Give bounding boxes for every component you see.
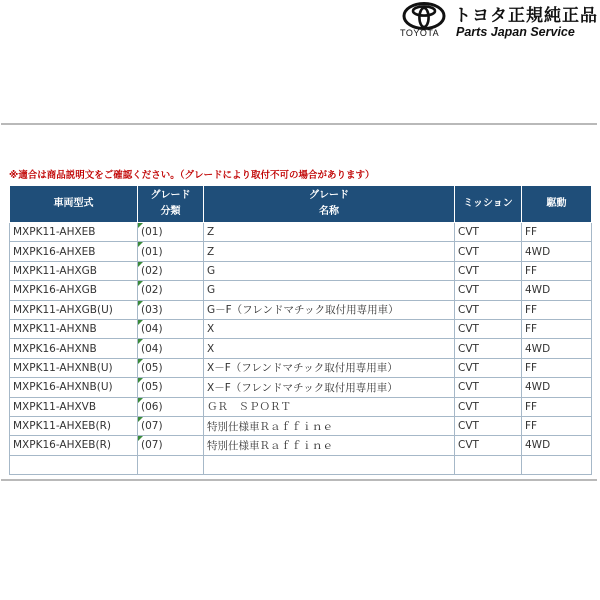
cell-mission: CVT bbox=[455, 281, 522, 300]
cell-mission: CVT bbox=[455, 300, 522, 319]
brand-title-jp: トヨタ正規純正品 bbox=[454, 6, 598, 26]
cell-model: MXPK11-AHXEB(R) bbox=[10, 416, 138, 435]
cell-grade: X－F（フレンドマチック取付用専用車） bbox=[204, 378, 455, 397]
table-row bbox=[10, 281, 592, 300]
cell-grade: X bbox=[204, 339, 455, 358]
compatibility-table bbox=[9, 185, 592, 475]
table-header-row bbox=[10, 186, 592, 223]
code-text: (07) bbox=[141, 420, 163, 433]
cell-model: MXPK11-AHXNB(U) bbox=[10, 358, 138, 377]
header-grade-name bbox=[204, 186, 455, 223]
cell-marker-icon bbox=[138, 417, 143, 422]
table-row bbox=[10, 300, 592, 319]
table-row bbox=[10, 436, 592, 455]
cell-code bbox=[138, 242, 204, 261]
cell-grade: 特別仕様車Ｒａｆｆｉｎｅ bbox=[204, 436, 455, 455]
cell-grade: X－F（フレンドマチック取付用専用車） bbox=[204, 358, 455, 377]
header-grade-name-line1: グレード bbox=[309, 190, 349, 201]
cell-mission: CVT bbox=[455, 223, 522, 242]
code-text: (02) bbox=[141, 264, 163, 277]
code-text: (05) bbox=[141, 361, 163, 374]
compatibility-notice: ※適合は商品説明文をご確認ください。（グレードにより取付不可の場合があります） bbox=[9, 170, 375, 181]
cell-grade: G bbox=[204, 261, 455, 280]
cell-grade: Z bbox=[204, 223, 455, 242]
toyota-wordmark: TOYOTA bbox=[400, 28, 440, 38]
cell-mission: CVT bbox=[455, 397, 522, 416]
table-row bbox=[10, 261, 592, 280]
code-text: (03) bbox=[141, 303, 163, 316]
cell-marker-icon bbox=[138, 436, 143, 441]
cell-mission: CVT bbox=[455, 261, 522, 280]
cell-mission: CVT bbox=[455, 416, 522, 435]
cell-code bbox=[138, 416, 204, 435]
code-text: (06) bbox=[141, 400, 163, 413]
cell-code bbox=[138, 300, 204, 319]
cell-drive: 4WD bbox=[522, 242, 592, 261]
brand-title-en: Parts Japan Service bbox=[456, 25, 575, 39]
cell-grade: G－F（フレンドマチック取付用専用車） bbox=[204, 300, 455, 319]
cell-code bbox=[138, 223, 204, 242]
cell-marker-icon bbox=[138, 320, 143, 325]
table-row bbox=[10, 242, 592, 261]
cell-mission: CVT bbox=[455, 378, 522, 397]
cell-code bbox=[138, 436, 204, 455]
header-grade-class-line1: グレード bbox=[150, 190, 191, 201]
header-grade-class-line2: 分類 bbox=[160, 206, 181, 217]
cell-drive: 4WD bbox=[522, 436, 592, 455]
table-body bbox=[10, 223, 592, 475]
table-row bbox=[10, 339, 592, 358]
cell-grade: ＧＲ ＳＰＯＲＴ bbox=[204, 397, 455, 416]
cell-marker-icon bbox=[138, 262, 143, 267]
table-row bbox=[10, 358, 592, 377]
cell-drive: FF bbox=[522, 223, 592, 242]
cell-code bbox=[138, 261, 204, 280]
cell-mission: CVT bbox=[455, 319, 522, 338]
cell-empty bbox=[138, 455, 204, 474]
cell-model: MXPK11-AHXVB bbox=[10, 397, 138, 416]
cell-code bbox=[138, 339, 204, 358]
header-drive: 駆動 bbox=[522, 186, 592, 223]
code-text: (05) bbox=[141, 381, 163, 394]
table-row bbox=[10, 319, 592, 338]
cell-marker-icon bbox=[138, 223, 143, 228]
code-text: (07) bbox=[141, 439, 163, 452]
code-text: (01) bbox=[141, 226, 163, 239]
cell-model: MXPK16-AHXGB bbox=[10, 281, 138, 300]
header-model: 車両型式 bbox=[10, 186, 138, 223]
code-text: (04) bbox=[141, 342, 163, 355]
cell-model: MXPK11-AHXGB bbox=[10, 261, 138, 280]
cell-drive: 4WD bbox=[522, 339, 592, 358]
cell-drive: FF bbox=[522, 397, 592, 416]
cell-drive: FF bbox=[522, 261, 592, 280]
cell-grade: 特別仕様車Ｒａｆｆｉｎｅ bbox=[204, 416, 455, 435]
cell-grade: Z bbox=[204, 242, 455, 261]
cell-marker-icon bbox=[138, 378, 143, 383]
cell-model: MXPK11-AHXNB bbox=[10, 319, 138, 338]
cell-mission: CVT bbox=[455, 242, 522, 261]
cell-empty bbox=[10, 455, 138, 474]
cell-drive: 4WD bbox=[522, 378, 592, 397]
brand-header bbox=[400, 2, 596, 42]
cell-drive: FF bbox=[522, 319, 592, 338]
code-text: (04) bbox=[141, 323, 163, 336]
cell-marker-icon bbox=[138, 359, 143, 364]
cell-drive: 4WD bbox=[522, 281, 592, 300]
cell-empty bbox=[522, 455, 592, 474]
table-row bbox=[10, 378, 592, 397]
cell-model: MXPK16-AHXEB bbox=[10, 242, 138, 261]
table-row bbox=[10, 223, 592, 242]
cell-model: MXPK16-AHXNB bbox=[10, 339, 138, 358]
table-row-empty bbox=[10, 455, 592, 474]
cell-drive: FF bbox=[522, 300, 592, 319]
cell-marker-icon bbox=[138, 281, 143, 286]
cell-marker-icon bbox=[138, 398, 143, 403]
header-grade-class bbox=[138, 186, 204, 223]
compatibility-sheet bbox=[1, 123, 597, 481]
cell-code bbox=[138, 397, 204, 416]
cell-code bbox=[138, 281, 204, 300]
cell-marker-icon bbox=[138, 301, 143, 306]
cell-model: MXPK16-AHXNB(U) bbox=[10, 378, 138, 397]
cell-empty bbox=[455, 455, 522, 474]
header-grade-name-line2: 名称 bbox=[319, 206, 339, 217]
cell-mission: CVT bbox=[455, 358, 522, 377]
cell-mission: CVT bbox=[455, 436, 522, 455]
cell-drive: FF bbox=[522, 416, 592, 435]
cell-code bbox=[138, 319, 204, 338]
cell-model: MXPK11-AHXEB bbox=[10, 223, 138, 242]
cell-grade: X bbox=[204, 319, 455, 338]
cell-empty bbox=[204, 455, 455, 474]
table-row bbox=[10, 416, 592, 435]
toyota-emblem-icon bbox=[402, 2, 446, 30]
cell-model: MXPK16-AHXEB(R) bbox=[10, 436, 138, 455]
cell-marker-icon bbox=[138, 339, 143, 344]
cell-grade: G bbox=[204, 281, 455, 300]
cell-code bbox=[138, 358, 204, 377]
header-mission: ミッション bbox=[455, 186, 522, 223]
code-text: (02) bbox=[141, 284, 163, 297]
cell-model: MXPK11-AHXGB(U) bbox=[10, 300, 138, 319]
code-text: (01) bbox=[141, 245, 163, 258]
cell-drive: FF bbox=[522, 358, 592, 377]
cell-marker-icon bbox=[138, 242, 143, 247]
cell-mission: CVT bbox=[455, 339, 522, 358]
table-row bbox=[10, 397, 592, 416]
cell-code bbox=[138, 378, 204, 397]
